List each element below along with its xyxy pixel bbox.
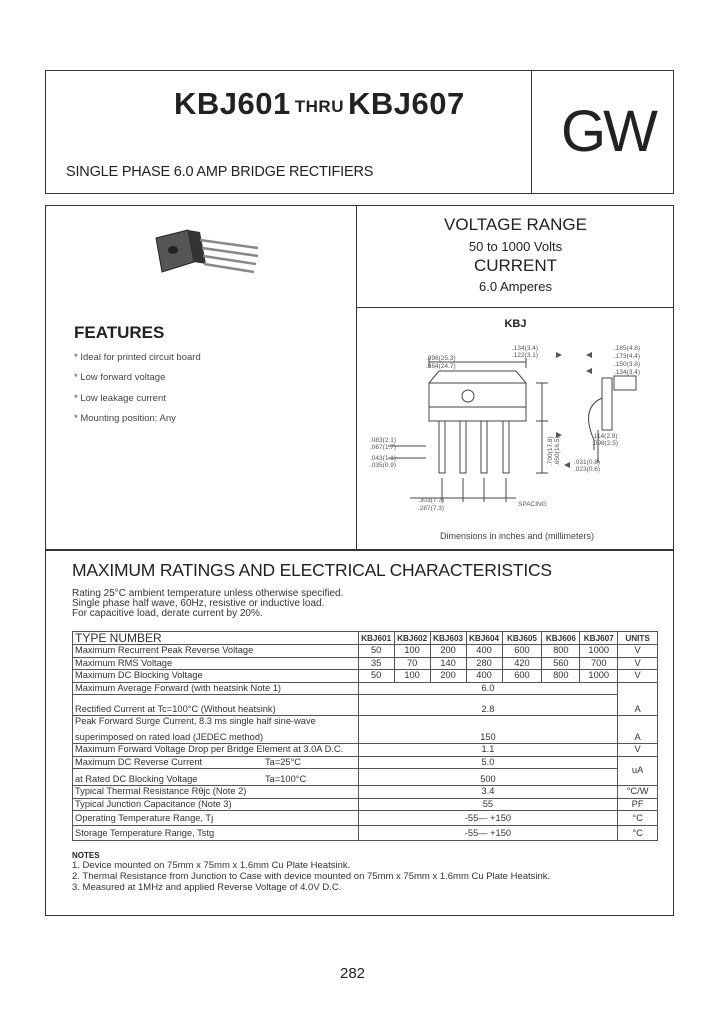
param-cell: Maximum RMS Voltage [73,657,359,670]
value-cell: 100 [394,670,430,683]
param-text: at Rated DC Blocking Voltage [75,774,198,784]
table-row [73,670,658,683]
header-cell: KBJ602 [394,632,430,645]
value-cell: 5.0 [358,756,618,769]
table-row [73,798,658,811]
dim-label: .098(2.5) [592,440,619,447]
part-start: KBJ601 [174,86,291,121]
dim-label: .996(25.3) [426,355,456,362]
feature-item: * Low forward voltage [74,372,166,383]
document-title [174,86,465,122]
dim-label: .122(3.1) [512,352,539,359]
dim-label: .043(1.1) [370,455,397,462]
param-cell: Operating Temperature Range, Tj [73,811,359,826]
param-cell: Typical Thermal Resistance Rθjc (Note 2) [73,786,359,799]
value-cell: 600 [502,645,542,658]
value-cell: 50 [358,645,394,658]
header-cell: TYPE NUMBER [73,632,359,645]
features-title: FEATURES [74,323,165,342]
page-number: 282 [340,965,366,982]
value-cell: 400 [466,645,502,658]
param-cell: Maximum Recurrent Peak Reverse Voltage [73,645,359,658]
value-cell: 100 [394,645,430,658]
table-row [73,657,658,670]
component-photo [150,228,262,276]
table-header-row [73,632,658,645]
value-cell: 3.4 [358,786,618,799]
header-cell: KBJ604 [466,632,502,645]
temp-condition: Ta=25°C [265,756,302,767]
value-cell: 200 [430,645,466,658]
ratings-intro-line: Single phase half wave, 60Hz, resistive or inductive load. [72,598,325,609]
ratings-intro-line: For capacitive load, derate current by 20%. [72,608,263,619]
table-row [73,744,658,757]
table-row [73,786,658,799]
dim-label: .303(7.7) [418,497,445,504]
value-cell: 55 [358,798,618,811]
brand-logo: GW [561,99,655,164]
value-cell: 600 [502,670,542,683]
temp-condition: Ta=100°C [265,774,307,784]
ratings-intro-line: Rating 25°C ambient temperature unless otherwise specified. [72,588,344,599]
param-cell: Maximum DC Blocking Voltage [73,670,359,683]
dimension-note: Dimensions in inches and (millimeters) [440,531,595,541]
table-row [73,682,658,695]
param-cell [73,716,359,744]
value-cell: 1.1 [358,744,618,757]
dim-label: .287(7.3) [418,505,445,512]
param-text: Maximum DC Reverse Current [75,756,203,767]
param-line: Peak Forward Surge Current, 8.3 ms single half sine-wave [75,716,316,726]
dim-label: .134(3.4) [614,369,641,376]
feature-item: * Low leakage current [74,393,166,404]
dim-label: .035(0.9) [370,462,397,469]
dim-label: .067(1.7) [370,444,397,451]
note-item: 2. Thermal Resistance from Junction to Case with device mounted on 75mm x 75mm x 1.6mm Cu Plate Heatsink. [72,871,551,882]
ratings-title: MAXIMUM RATINGS AND ELECTRICAL CHARACTERISTICS [72,560,552,580]
value-cell: 400 [466,670,502,683]
param-line: superimposed on rated load (JEDEC method) [75,732,264,742]
unit-cell: V [618,670,658,683]
value-cell: 1000 [580,670,618,683]
overview-divider-horizontal [356,307,674,308]
unit-cell: uA [618,756,658,786]
voltage-range-value: 50 to 1000 Volts [468,239,563,254]
param-cell: Maximum Average Forward (with heatsink Note 1) [73,682,359,695]
package-outline-drawing [366,338,666,528]
document-subtitle: SINGLE PHASE 6.0 AMP BRIDGE RECTIFIERS [66,164,374,180]
dim-label: .031(0.8) [574,459,601,466]
dim-label: .984(24.7) [426,363,456,370]
unit-cell: V [618,645,658,658]
part-end: KBJ607 [347,86,465,121]
value-cell: 800 [542,645,580,658]
table-row [73,716,658,744]
unit-cell: V [618,744,658,757]
table-row [73,811,658,826]
param-cell: Storage Temperature Range, Tstg [73,826,359,841]
param-cell: Rectified Current at Tc=100°C (Without heatsink) [73,695,359,716]
value-cell: 150 [358,716,618,744]
unit-cell: °C [618,826,658,841]
feature-item: * Mounting position: Any [74,413,176,424]
notes-title: NOTES [72,851,100,860]
feature-item: * Ideal for printed circuit board [74,352,201,363]
table-row [73,645,658,658]
dim-label: .650(16.5) [554,436,561,466]
param-cell: Maximum Forward Voltage Drop per Bridge Element at 3.0A D.C. [73,744,359,757]
unit-cell: °C/W [618,786,658,799]
table-row [73,826,658,841]
value-cell: 280 [466,657,502,670]
value-cell: 560 [542,657,580,670]
package-name: KBJ [504,318,527,330]
param-cell [73,769,359,786]
value-cell: 140 [430,657,466,670]
current-title: CURRENT [473,256,558,275]
spacing-label: SPACING [518,501,547,508]
header-cell: KBJ603 [430,632,466,645]
header-cell: KBJ601 [358,632,394,645]
dim-label: .114(2.9) [592,433,618,440]
value-cell: 800 [542,670,580,683]
dim-label: .150(3.8) [614,361,641,368]
value-cell: 1000 [580,645,618,658]
dim-label: .083(2.1) [370,437,397,444]
voltage-range-title: VOLTAGE RANGE [444,215,587,234]
value-cell: 420 [502,657,542,670]
value-cell: -55— +150 [358,811,618,826]
ratings-table [72,631,658,841]
table-row [73,695,658,716]
param-cell [73,756,359,769]
value-cell: 50 [358,670,394,683]
dim-label: .134(3.4) [512,345,539,352]
param-cell: Typical Junction Capacitance (Note 3) [73,798,359,811]
table-row [73,756,658,769]
value-cell: 35 [358,657,394,670]
dim-label: .185(4.8) [614,345,641,352]
value-cell: 200 [430,670,466,683]
unit-cell: PF [618,798,658,811]
value-cell: 700 [580,657,618,670]
value-cell: -55— +150 [358,826,618,841]
unit-cell: A [618,682,658,716]
current-value: 6.0 Amperes [479,279,552,294]
header-cell: UNITS [618,632,658,645]
dim-label: .173(4.4) [614,353,641,360]
value-cell: 6.0 [358,682,618,695]
unit-cell: V [618,657,658,670]
header-cell: KBJ607 [580,632,618,645]
note-item: 1. Device mounted on 75mm x 75mm x 1.6mm Cu Plate Heatsink. [72,860,351,871]
dim-label: .023(0.6) [574,466,601,473]
value-cell: 500 [358,769,618,786]
value-cell: 2.8 [358,695,618,716]
unit-cell: °C [618,811,658,826]
header-cell: KBJ606 [542,632,580,645]
note-item: 3. Measured at 1MHz and applied Reverse Voltage of 4.0V D.C. [72,882,342,893]
unit-cell: A [618,716,658,744]
thru-label: THRU [294,97,344,116]
value-cell: 70 [394,657,430,670]
header-cell: KBJ605 [502,632,542,645]
table-row [73,769,658,786]
dim-label: .700(17.8) [547,436,554,466]
